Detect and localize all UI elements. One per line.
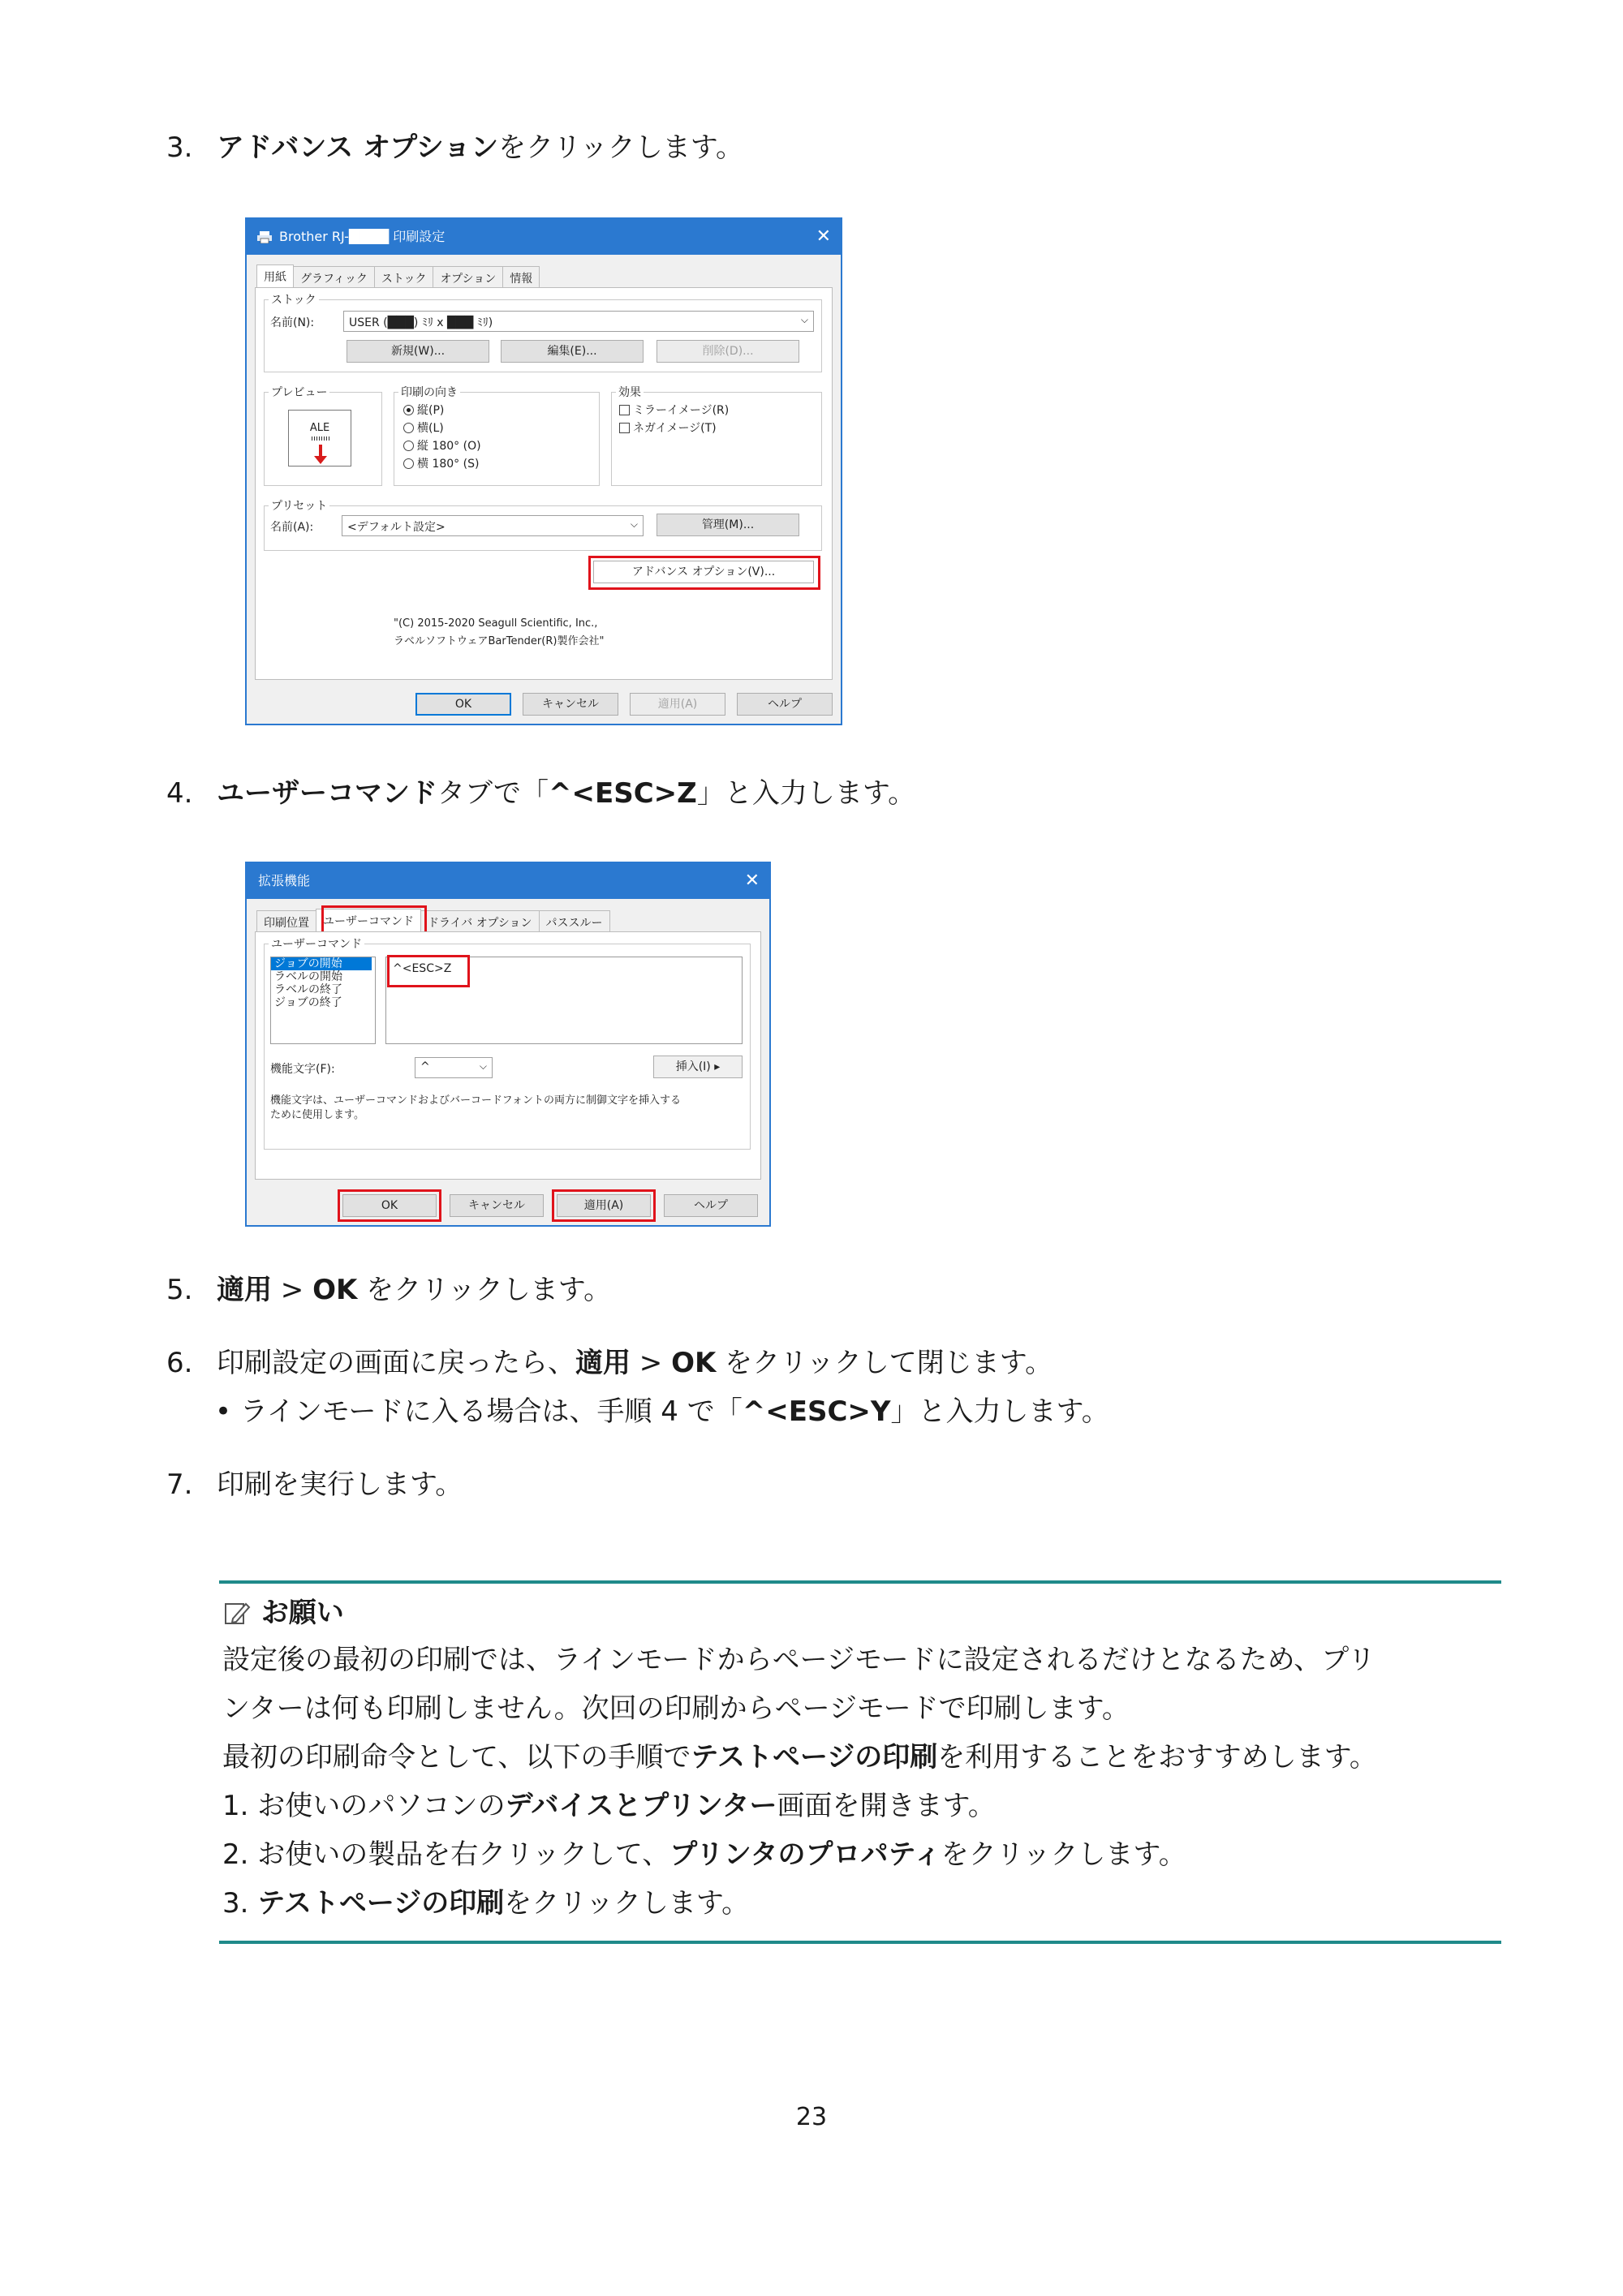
note-line-3 xyxy=(222,1739,1377,1775)
step-text: > xyxy=(631,1347,672,1379)
tab-panel xyxy=(255,287,833,680)
advanced-options-button[interactable]: アドバンス オプション(V)... xyxy=(593,561,814,583)
func-char-value: ^ xyxy=(420,1060,430,1073)
note-text: を利用することをおすすめします。 xyxy=(937,1741,1377,1774)
step-5 xyxy=(166,1272,611,1308)
chevron-down-icon: ⌵ xyxy=(800,314,808,325)
ok-button[interactable]: OK xyxy=(415,693,511,716)
note-line-4 xyxy=(222,1788,996,1824)
dialog-body xyxy=(247,899,769,1225)
radio-label: 縦(P) xyxy=(417,404,445,417)
page-number: 23 xyxy=(795,2103,828,2131)
highlight-box xyxy=(387,955,470,987)
radio-selected-icon xyxy=(403,405,414,415)
list-item[interactable]: ラベルの開始 xyxy=(274,970,342,983)
note-text: をクリックします。 xyxy=(941,1838,1186,1871)
help-button[interactable]: ヘルプ xyxy=(664,1194,758,1217)
note-bold: デバイスとプリンター xyxy=(505,1790,777,1822)
checkbox-icon xyxy=(619,405,630,415)
step-text: 」と入力します。 xyxy=(696,777,916,810)
insert-button[interactable] xyxy=(653,1056,743,1078)
edit-button[interactable]: 編集(E)... xyxy=(501,340,644,363)
highlight-box xyxy=(552,1189,656,1222)
step-text: をクリックして閉じます。 xyxy=(716,1347,1053,1379)
func-char-select[interactable] xyxy=(415,1057,493,1078)
radio-icon xyxy=(403,458,414,469)
note-bold: テストページの印刷 xyxy=(257,1887,505,1920)
note-box xyxy=(219,1580,1501,1944)
step-text: をクリックします。 xyxy=(498,131,743,164)
note-text: 3. xyxy=(222,1887,258,1920)
list-item[interactable]: ジョブの終了 xyxy=(274,996,342,1009)
step-6 xyxy=(166,1345,1053,1381)
step-text: 印刷を実行します。 xyxy=(217,1468,463,1501)
note-text: 最初の印刷命令として、以下の手順で xyxy=(222,1741,691,1774)
note-text: 画面を開きます。 xyxy=(777,1790,996,1822)
stock-name-value: USER (███) ﾐﾘ x ███ ﾐﾘ) xyxy=(349,316,493,329)
highlight-box xyxy=(338,1189,441,1222)
chevron-down-icon: ⌵ xyxy=(479,1060,487,1072)
step-bold: 適用 xyxy=(575,1347,631,1379)
preset-name-label: 名前(A): xyxy=(270,521,314,534)
bullet-text: 」と入力します。 xyxy=(890,1395,1109,1428)
radio-label: 横 180° (S) xyxy=(417,458,480,471)
step-number: 4. xyxy=(166,777,193,810)
step-number: 3. xyxy=(166,131,193,164)
dialog-titlebar xyxy=(247,863,769,899)
dialog-titlebar xyxy=(247,219,841,255)
print-settings-dialog xyxy=(245,217,842,725)
step-text: タブで「 xyxy=(437,777,549,810)
bullet-mark: • xyxy=(215,1395,232,1428)
name-label: 名前(N): xyxy=(270,316,315,329)
note-bold: テストページの印刷 xyxy=(691,1741,938,1774)
arrow-down-icon xyxy=(312,445,329,466)
close-icon[interactable]: ✕ xyxy=(744,871,760,891)
preset-group-label: プリセット xyxy=(269,497,329,514)
step-number: 7. xyxy=(166,1468,193,1501)
help-button[interactable]: ヘルプ xyxy=(737,693,833,716)
note-heading xyxy=(222,1595,344,1631)
ok-button[interactable]: OK xyxy=(342,1194,437,1217)
step-number: 6. xyxy=(166,1347,193,1379)
tab-stock[interactable]: ストック xyxy=(374,266,434,287)
note-line-1: 設定後の最初の印刷では、ラインモードからページモードに設定されるだけとなるため、プリ xyxy=(222,1644,1375,1676)
step-text: > xyxy=(272,1274,313,1306)
radio-landscape[interactable] xyxy=(403,419,444,436)
insert-label: 挿入(I) xyxy=(675,1060,711,1073)
mirror-image-checkbox[interactable] xyxy=(619,402,729,418)
note-text: をクリックします。 xyxy=(504,1887,750,1920)
step-number: 5. xyxy=(166,1274,193,1306)
delete-button[interactable]: 削除(D)... xyxy=(657,340,799,363)
radio-label: 縦 180° (O) xyxy=(417,440,481,453)
checkbox-icon xyxy=(619,423,630,433)
extended-features-dialog xyxy=(245,862,771,1227)
step-7 xyxy=(166,1467,463,1503)
note-bold: プリンタのプロパティ xyxy=(669,1838,941,1871)
label-preview xyxy=(288,410,351,467)
user-command-group-label: ユーザーコマンド xyxy=(269,935,364,952)
step-text: をクリックします。 xyxy=(357,1274,612,1306)
pencil-note-icon xyxy=(222,1599,252,1627)
description-line-1: 機能文字は、ユーザーコマンドおよびバーコードフォントの両方に制御文字を挿入する xyxy=(270,1094,681,1107)
tab-driver-options[interactable]: ドライバ オプション xyxy=(420,910,540,931)
note-line-6 xyxy=(222,1885,749,1921)
apply-button[interactable]: 適用(A) xyxy=(630,693,725,716)
tab-paper[interactable]: 用紙 xyxy=(256,264,294,287)
dialog-title: Brother RJ-████ 印刷設定 xyxy=(279,229,446,244)
radio-icon xyxy=(403,441,414,451)
tab-graphics[interactable]: グラフィック xyxy=(293,266,375,287)
list-item[interactable]: ジョブの開始 xyxy=(271,957,372,970)
tab-bar xyxy=(256,910,609,931)
func-char-label: 機能文字(F): xyxy=(270,1063,335,1076)
step-bold: アドバンス オプション xyxy=(217,131,499,164)
tab-passthrough[interactable]: パススルー xyxy=(539,910,610,931)
tab-info[interactable]: 情報 xyxy=(502,266,540,287)
stock-name-select[interactable] xyxy=(343,311,814,332)
preset-select[interactable] xyxy=(342,515,644,536)
cancel-button[interactable]: キャンセル xyxy=(450,1194,544,1217)
orientation-group-label: 印刷の向き xyxy=(398,384,460,400)
note-title: お願い xyxy=(260,1597,344,1629)
step-bold-code: ^<ESC>Z xyxy=(549,777,697,810)
step-bold: 適用 xyxy=(217,1274,272,1306)
checkbox-label: ネガイメージ(T) xyxy=(633,422,717,435)
tab-panel xyxy=(255,931,761,1180)
barcode-icon xyxy=(312,436,329,441)
highlight-box xyxy=(588,556,820,590)
tab-bar xyxy=(256,266,539,287)
note-line-2: ンターは何も印刷しません。次回の印刷からページモードで印刷します。 xyxy=(222,1692,1130,1725)
step-bold: OK xyxy=(312,1274,358,1306)
step-4 xyxy=(166,776,915,811)
chevron-down-icon: ⌵ xyxy=(630,518,638,530)
list-item[interactable]: ラベルの終了 xyxy=(274,983,342,996)
description-line-2: ために使用します。 xyxy=(270,1109,364,1121)
radio-label: 横(L) xyxy=(417,422,444,435)
preset-value: <デフォルト設定> xyxy=(347,521,446,534)
radio-landscape-180[interactable] xyxy=(403,455,479,471)
negative-image-checkbox[interactable] xyxy=(619,419,717,436)
radio-portrait-180[interactable] xyxy=(403,437,481,454)
copyright-line-2: ラベルソフトウェアBarTender(R)製作会社" xyxy=(394,635,605,647)
step-bold: OK xyxy=(671,1347,717,1379)
apply-button[interactable]: 適用(A) xyxy=(557,1194,651,1217)
bullet-bold-code: ^<ESC>Y xyxy=(742,1395,891,1428)
step-bold: ユーザーコマンド xyxy=(217,777,437,810)
tab-options[interactable]: オプション xyxy=(433,266,503,287)
step-text: 印刷設定の画面に戻ったら、 xyxy=(217,1347,575,1379)
preview-text: ALE xyxy=(309,422,330,434)
radio-portrait[interactable] xyxy=(403,402,444,418)
cancel-button[interactable]: キャンセル xyxy=(523,693,618,716)
effects-group-label: 効果 xyxy=(616,384,644,400)
dialog-body xyxy=(247,255,841,724)
printer-icon xyxy=(256,230,273,243)
stock-group-label: ストック xyxy=(269,291,319,307)
tab-print-position[interactable]: 印刷位置 xyxy=(256,910,316,931)
new-button[interactable]: 新規(W)... xyxy=(347,340,489,363)
caret-right-icon: ▸ xyxy=(714,1060,721,1073)
note-text: 2. お使いの製品を右クリックして、 xyxy=(222,1838,670,1871)
bullet-text: ラインモードに入る場合は、手順 4 で「 xyxy=(239,1395,743,1428)
close-icon[interactable]: ✕ xyxy=(816,226,831,247)
note-line-5 xyxy=(222,1837,1186,1872)
manage-button[interactable]: 管理(M)... xyxy=(657,514,799,536)
step-3 xyxy=(166,130,743,166)
radio-icon xyxy=(403,423,414,433)
step-6-bullet xyxy=(215,1394,1109,1430)
checkbox-label: ミラーイメージ(R) xyxy=(633,404,730,417)
note-text: 1. お使いのパソコンの xyxy=(222,1790,506,1822)
copyright-line-1: "(C) 2015-2020 Seagull Scientific, Inc., xyxy=(394,617,598,630)
tab-user-command[interactable]: ユーザーコマンド xyxy=(316,909,421,931)
command-list[interactable] xyxy=(270,957,376,1044)
preview-group-label: プレビュー xyxy=(269,384,329,400)
dialog-title: 拡張機能 xyxy=(258,873,311,888)
command-text: ^<ESC>Z xyxy=(393,962,452,975)
